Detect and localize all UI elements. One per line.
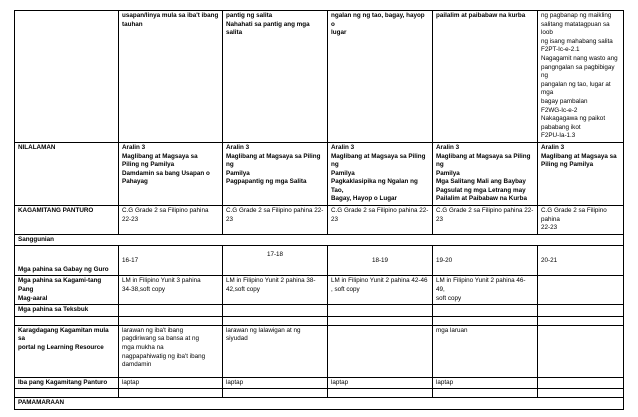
cell-day2: larawan ng lalawigan at ng siyudad <box>223 325 328 377</box>
row-label-kagamitang-panturo: KAGAMITANG PANTURO <box>15 206 119 235</box>
cell-day2: 17-18 <box>223 246 328 276</box>
cell-day1: laptap <box>119 377 223 389</box>
iba-pang-row <box>15 377 624 389</box>
cell-day3: C.G Grade 2 sa Filipino pahina 22- 23 <box>328 206 433 235</box>
cell-day5 <box>538 325 624 377</box>
teksbuk-row <box>15 305 624 317</box>
cell-day2: LM in Filipino Yunit 2 pahina 38- 42,soft copy <box>223 276 328 305</box>
cell-day2: Aralin 3 Maglibang at Magsaya sa Piling ng Pamilya Pagpapantig ng mga Salita <box>223 142 328 205</box>
cell-empty <box>538 316 624 325</box>
row-label-empty <box>15 11 119 143</box>
nilalaman-row <box>15 142 624 205</box>
cell-day4: Aralin 3 Maglibang at Magsaya sa Piling ng Pamilya Mga Salitang Mali ang Baybay Pagsulat ng mga Letrang may Pailalim at Paibabaw na Kurba <box>433 142 538 205</box>
spacer-row <box>15 389 624 398</box>
cell-day5: 20-21 <box>538 246 624 276</box>
cell-day3: Aralin 3 Maglibang at Magsaya sa Piling ng Pamilya Pagkaklasipika ng Ngalan ng Tao, Bagay, Hayop o Lugar <box>328 142 433 205</box>
cell-day3: laptap <box>328 377 433 389</box>
cell-day1: Aralin 3 Maglibang at Magsaya sa Piling ng Pamilya Damdamin sa bang Usapan o Pahayag <box>119 142 223 205</box>
pamamaraan-row <box>15 398 624 410</box>
cell-empty <box>433 316 538 325</box>
cell-day4: LM in Filipino Yunit 2 pahina 46-49, soft copy <box>433 276 538 305</box>
lesson-plan-table <box>14 10 624 410</box>
cell-day1: 16-17 <box>119 246 223 276</box>
cell-day3 <box>328 325 433 377</box>
cell-empty <box>328 389 433 398</box>
cell-day3: 18-19 <box>328 246 433 276</box>
cell-day3 <box>328 305 433 317</box>
cell-empty <box>538 389 624 398</box>
cell-day3: ngalan ng ng tao, bagay, hayop o lugar <box>328 11 433 143</box>
cell-day2: laptap <box>223 377 328 389</box>
cell-day4: mga laruan <box>433 325 538 377</box>
row-label-teksbuk: Mga pahina sa Teksbuk <box>15 305 119 317</box>
cell-empty <box>119 389 223 398</box>
gabay-guro-row <box>15 246 624 276</box>
karagdagang-row <box>15 325 624 377</box>
cell-day4 <box>433 305 538 317</box>
cell-empty <box>433 389 538 398</box>
row-label-sanggunian: Sanggunian <box>15 234 624 246</box>
cell-day4: C.G Grade 2 sa Filipino pahina 22- 23 <box>433 206 538 235</box>
cell-day2 <box>223 305 328 317</box>
row-label-karagdagang-kagamitan: Karagdagang Kagamitan mula sa portal ng Learning Resource <box>15 325 119 377</box>
cell-day2: pantig ng salita Nahahati sa pantig ang mga salita <box>223 11 328 143</box>
row-label-pamamaraan: PAMAMARAAN <box>15 398 624 410</box>
cell-day1: C.G Grade 2 sa Filipino pahina 22-23 <box>119 206 223 235</box>
cell-empty <box>328 316 433 325</box>
cell-day5 <box>538 305 624 317</box>
objectives-row <box>15 11 624 143</box>
row-label-gabay-guro: Mga pahina sa Gabay ng Guro <box>15 246 119 276</box>
cell-day3: LM in Filipino Yunit 2 pahina 42-46 , soft copy <box>328 276 433 305</box>
cell-day1: usapan/linya mula sa iba't ibang tauhan <box>119 11 223 143</box>
cell-day1 <box>119 305 223 317</box>
cell-day1: LM in Filipino Yunit 3 pahina 34-38,soft copy <box>119 276 223 305</box>
cell-day5 <box>538 377 624 389</box>
kagamitang-panturo-row <box>15 206 624 235</box>
row-label-nilalaman: NILALAMAN <box>15 142 119 205</box>
cell-empty <box>223 316 328 325</box>
cell-empty <box>119 316 223 325</box>
cell-empty <box>15 316 119 325</box>
cell-day1: larawan ng iba't ibang pagdiriwang sa bansa at ng mga mukha na nagpapahiwatig ng iba't ibang damdamin <box>119 325 223 377</box>
cell-day5 <box>538 276 624 305</box>
cell-day4: 19-20 <box>433 246 538 276</box>
cell-empty <box>223 389 328 398</box>
row-label-iba-pang-kagamitan: Iba pang Kagamitang Panturo <box>15 377 119 389</box>
cell-day4: pailalim at paibabaw na kurba <box>433 11 538 143</box>
cell-day4: laptap <box>433 377 538 389</box>
cell-day5: Aralin 3 Maglibang at Magsaya sa Piling ng Pamilya <box>538 142 624 205</box>
spacer-row <box>15 316 624 325</box>
kagamitang-aaral-row <box>15 276 624 305</box>
sanggunian-row <box>15 234 624 246</box>
cell-day2: C.G Grade 2 sa Filipino pahina 22- 23 <box>223 206 328 235</box>
cell-day5: ng pagbanap ng maikling salitang matatagpuan sa loob ng isang mahabang salita F2PT-Ic-e-2.1 Nagagamit nang wasto ang pangngalan sa pagbibigay ng pangalan ng tao, lugar at mga bagay pambalan F2WG-Ic-e-2 Nakagagawa ng paikot pababang ikot F2PU-Ia-1.3 <box>538 11 624 143</box>
cell-day5: C.G Grade 2 sa Filipino pahina 22-23 <box>538 206 624 235</box>
cell-empty <box>15 389 119 398</box>
row-label-kagamitang-aaral: Mga pahina sa Kagami-tang Pang Mag-aaral <box>15 276 119 305</box>
